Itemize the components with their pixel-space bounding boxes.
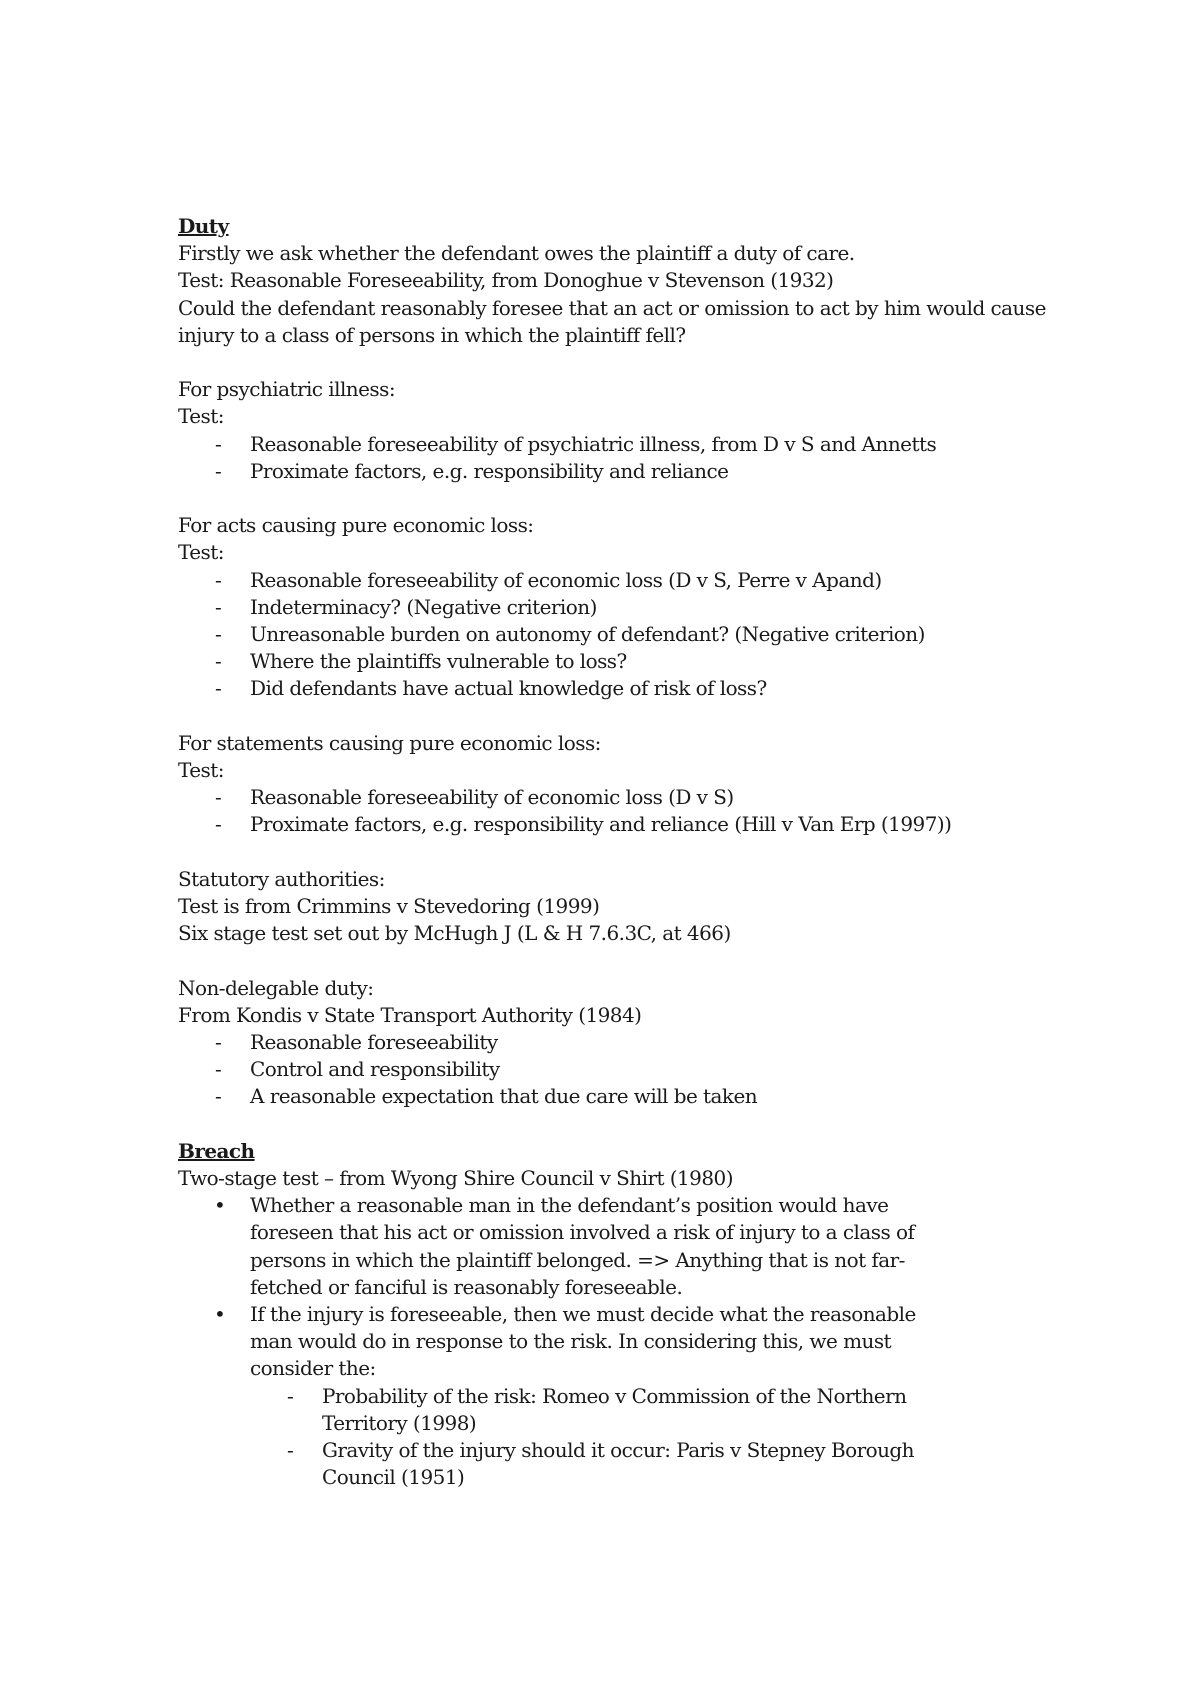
statutory-line-2: Six stage test set out by McHugh J (L & H 7.6.3C, at 466) (178, 921, 731, 946)
spacer (178, 839, 1078, 866)
breach-heading: Breach (178, 1138, 255, 1163)
list-item: • Whether a reasonable man in the defendant’s position would have foreseen that his act or omission involved a risk of injury to a class of persons in which the plaintiff belonged. => Anything that is not far-fetched or fanciful is reasonably foreseeable. (178, 1192, 950, 1301)
list-item: - Indeterminacy? (Negative criterion) (178, 594, 1078, 621)
list-item: - Reasonable foreseeability of economic loss (D v S, Perre v Apand) (178, 567, 1078, 594)
acts-economic-test-label: Test: (178, 540, 224, 565)
list-item: • If the injury is foreseeable, then we must decide what the reasonable man would do in response to the risk. In considering this, we must consider the: (178, 1301, 960, 1383)
breach-intro: Two-stage test – from Wyong Shire Council v Shirt (1980) (178, 1166, 733, 1191)
list-item: - A reasonable expectation that due care will be taken (178, 1083, 1078, 1110)
list-item: - Control and responsibility (178, 1056, 1078, 1083)
psychiatric-test-list (178, 431, 1078, 485)
list-item: - Unreasonable burden on autonomy of defendant? (Negative criterion) (178, 621, 1078, 648)
spacer (178, 703, 1078, 730)
non-delegable-intro: Non-delegable duty: (178, 975, 374, 1000)
list-item: - Proximate factors, e.g. responsibility and reliance (Hill v Van Erp (1997)) (178, 811, 1078, 838)
statutory-intro: Statutory authorities: (178, 866, 385, 891)
spacer (178, 485, 1078, 512)
list-item: - Did defendants have actual knowledge of risk of loss? (178, 675, 1078, 702)
duty-line-2: Test: Reasonable Foreseeability, from Donoghue v Stevenson (1932) (178, 268, 834, 293)
duty-line-1: Firstly we ask whether the defendant owes the plaintiff a duty of care. (178, 241, 855, 266)
acts-economic-intro: For acts causing pure economic loss: (178, 513, 534, 538)
spacer (178, 349, 1078, 376)
list-item: - Gravity of the injury should it occur: Paris v Stepney Borough Council (1951) (178, 1437, 952, 1491)
list-item: - Probability of the risk: Romeo v Commission of the Northern Territory (1998) (178, 1383, 952, 1437)
spacer (178, 947, 1078, 974)
list-item: - Where the plaintiffs vulnerable to loss? (178, 648, 1078, 675)
spacer (178, 1111, 1078, 1138)
statements-economic-test-label: Test: (178, 758, 224, 783)
statements-economic-intro: For statements causing pure economic loss: (178, 730, 601, 755)
breach-test-list (178, 1192, 1078, 1382)
non-delegable-source: From Kondis v State Transport Authority (1984) (178, 1002, 642, 1027)
breach-considerations-list (178, 1383, 1078, 1492)
duty-line-3: Could the defendant reasonably foresee that an act or omission to act by him would cause (178, 295, 1046, 320)
duty-line-4: injury to a class of persons in which the plaintiff fell? (178, 322, 686, 347)
list-item: - Reasonable foreseeability of psychiatric illness, from D v S and Annetts (178, 431, 1078, 458)
duty-heading: Duty (178, 214, 229, 238)
acts-economic-test-list (178, 567, 1078, 703)
list-item: - Reasonable foreseeability (178, 1029, 1078, 1056)
list-item: - Proximate factors, e.g. responsibility and reliance (178, 458, 1078, 485)
document-page (178, 213, 1078, 1491)
statutory-line-1: Test is from Crimmins v Stevedoring (1999) (178, 894, 600, 919)
statements-economic-test-list (178, 784, 1078, 838)
non-delegable-list (178, 1029, 1078, 1111)
list-item: - Reasonable foreseeability of economic loss (D v S) (178, 784, 1078, 811)
psychiatric-intro: For psychiatric illness: (178, 377, 396, 402)
psychiatric-test-label: Test: (178, 404, 224, 429)
